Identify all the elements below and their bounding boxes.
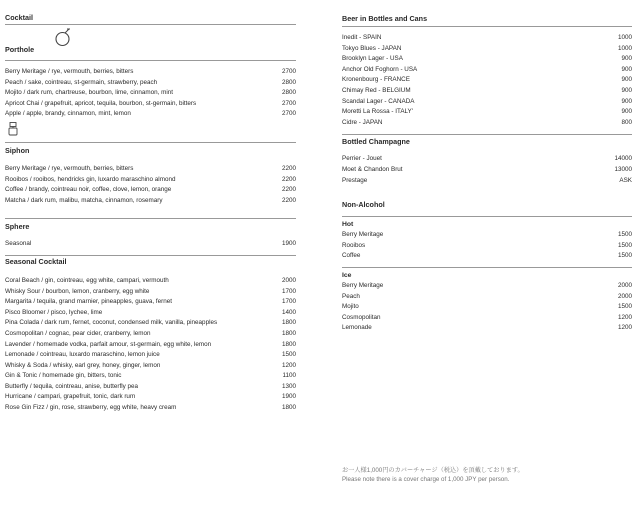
list-item: Peach / sake, cointreau, st-germain, strawberry, peach 2800: [5, 78, 296, 86]
list-item: Pina Colada / dark rum, fernet, coconut, condensed milk, vanilla, pineapples 1800: [5, 319, 296, 327]
porthole-list: [5, 67, 296, 120]
list-item: Cosmopolitan 1200: [342, 313, 632, 321]
sphere-list: [5, 239, 296, 250]
champagne-title: Bottled Champagne: [342, 137, 410, 147]
list-item: Margarita / tequila, grand marnier, pineapples, guava, fernet 1700: [5, 298, 296, 306]
cocktail-heading: Cocktail: [5, 13, 33, 22]
right-column: [342, 0, 632, 334]
list-item: Whisky & Soda / whisky, earl grey, honey, ginger, lemon 1200: [5, 361, 296, 369]
list-item: Coffee / brandy, cointreau noir, coffee, clove, lemon, orange 2200: [5, 186, 296, 194]
champagne-list: [342, 154, 632, 186]
list-item: Gin & Tonic / homemade gin, bitters, tonic 1100: [5, 372, 296, 380]
list-item: Lemonade / cointreau, luxardo maraschino, lemon juice 1500: [5, 351, 296, 359]
list-item: Whisky Sour / bourbon, lemon, cranberry, egg white 1700: [5, 287, 296, 295]
siphon-icon: [8, 122, 18, 136]
list-item: Pisco Bloomer / pisco, lychee, lime 1400: [5, 308, 296, 316]
list-item: Cosmopolitan / cognac, pear cider, cranberry, lemon 1800: [5, 329, 296, 337]
list-item: Rose Gin Fizz / gin, rose, strawberry, egg white, heavy cream 1800: [5, 404, 296, 412]
list-item: Berry Meritage / rye, vermouth, berries, bitters 2700: [5, 68, 296, 75]
cover-charge-note-en: Please note there is a cover charge of 1,000 JPY per person.: [342, 476, 510, 483]
list-item: Perrier - Jouet 14000: [342, 155, 632, 163]
sphere-title: Sphere: [5, 222, 30, 232]
list-item: Chimay Red - BELGIUM 900: [342, 86, 632, 94]
list-item: Berry Meritage 1500: [342, 231, 632, 239]
list-item: Hurricane / campari, grapefruit, tonic, dark rum 1900: [5, 393, 296, 401]
seasonal-list: [5, 276, 296, 414]
porthole-title: Porthole: [5, 45, 35, 54]
list-item: Inedit - SPAIN 1000: [342, 34, 632, 41]
list-item: Mojito / dark rum, chartreuse, bourbon, lime, cinnamon, mint 2800: [5, 89, 296, 97]
siphon-title: Siphon: [5, 145, 30, 155]
list-item: Cidre - JAPAN 800: [342, 118, 632, 126]
beer-list: [342, 33, 632, 128]
list-item: Coral Beach / gin, cointreau, egg white, campari, vermouth 2000: [5, 276, 296, 284]
list-item: Moretti La Rossa - ITALY' 900: [342, 108, 632, 116]
beer-title: Beer in Bottles and Cans: [342, 14, 428, 23]
list-item: Rooibos 1500: [342, 241, 632, 249]
seasonal-title: Seasonal Cocktail: [5, 256, 67, 266]
list-item: Seasonal 1900: [5, 240, 296, 248]
divider: [342, 267, 632, 268]
divider: [342, 216, 632, 217]
cover-charge-note: [342, 466, 524, 484]
left-column: [5, 0, 296, 414]
list-item: Lavender / homemade vodka, parfait amour, st-germain, egg white, lemon 1800: [5, 340, 296, 348]
porthole-glass-icon: [55, 28, 71, 47]
divider: [5, 218, 296, 219]
divider: [342, 134, 632, 135]
list-item: Apricot Chai / grapefruit, apricot, tequila, bourbon, st-germain, bitters 2700: [5, 99, 296, 107]
list-item: Moet & Chandon Brut 13000: [342, 165, 632, 173]
divider: [5, 255, 296, 256]
list-item: Berry Meritage 2000: [342, 281, 632, 289]
list-item: Scandal Lager - CANADA 900: [342, 97, 632, 105]
list-item: Anchor Old Foghorn - USA 900: [342, 65, 632, 73]
ice-list: [342, 281, 632, 334]
porthole-header: [5, 25, 296, 55]
hot-list: [342, 230, 632, 262]
list-item: Tokyo Blues - JAPAN 1000: [342, 44, 632, 52]
list-item: Butterfly / tequila, cointreau, anise, butterfly pea 1300: [5, 382, 296, 390]
list-item: Matcha / dark rum, malibu, matcha, cinnamon, rosemary 2200: [5, 196, 296, 204]
non-alcohol-title: Non-Alcohol: [342, 200, 385, 210]
list-item: Mojito 1500: [342, 303, 632, 311]
siphon-list: [5, 164, 296, 206]
siphon-header: [5, 120, 296, 142]
cover-charge-note-ja: お一人様1,000円のカバーチャージ（税込）を頂戴しております。: [342, 467, 524, 474]
list-item: Prestage ASK: [342, 176, 632, 184]
list-item: Lemonade 1200: [342, 324, 632, 332]
list-item: Apple / apple, brandy, cinnamon, mint, lemon 2700: [5, 110, 296, 118]
list-item: Berry Meritage / rye, vermouth, berries, bitters 2200: [5, 164, 296, 172]
list-item: Rooibos / rooibos, hendricks gin, luxardo maraschino almond 2200: [5, 175, 296, 183]
hot-title: Hot: [342, 221, 354, 229]
list-item: Coffee 1500: [342, 252, 632, 260]
list-item: Peach 2000: [342, 292, 632, 300]
list-item: Brooklyn Lager - USA 900: [342, 55, 632, 63]
list-item: Kronenbourg - FRANCE 900: [342, 76, 632, 84]
ice-title: Ice: [342, 271, 352, 279]
divider: [5, 142, 296, 143]
